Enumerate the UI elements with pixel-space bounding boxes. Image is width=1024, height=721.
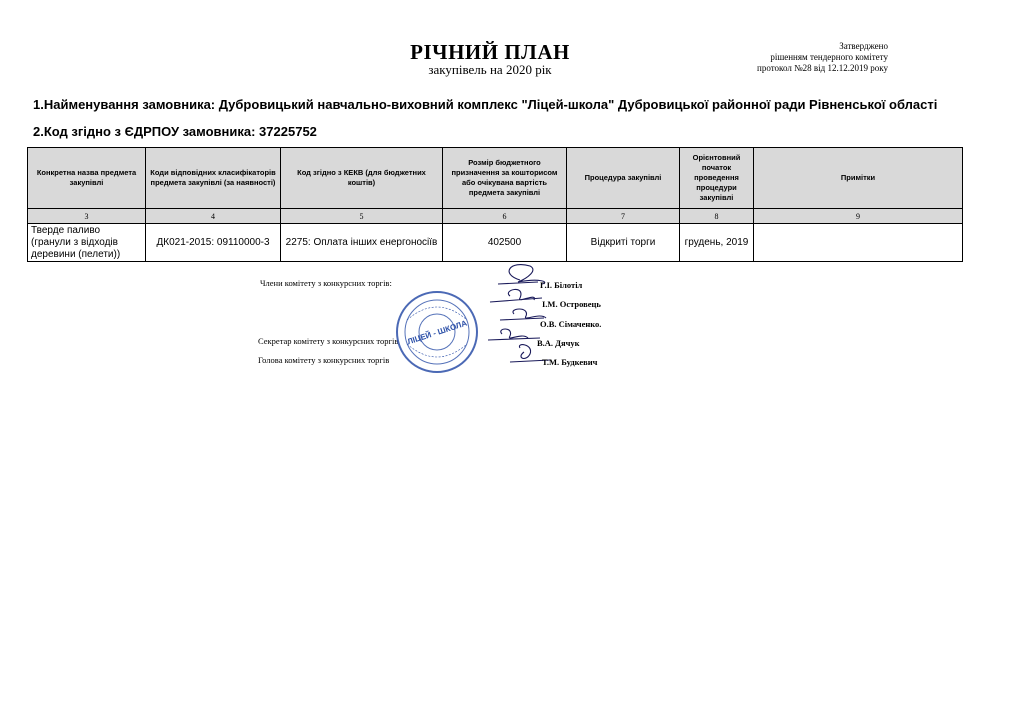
approval-block	[757, 41, 888, 74]
signatory-name: І.М. Островець	[542, 299, 601, 309]
column-number: 5	[281, 209, 443, 224]
approval-line: протокол №28 від 12.12.2019 року	[757, 63, 888, 73]
table-header-row	[28, 148, 963, 209]
table-cell: грудень, 2019	[680, 224, 754, 262]
column-number: 7	[567, 209, 680, 224]
head-label: Голова комітету з конкурсних торгів	[258, 355, 390, 365]
column-number-row	[28, 209, 963, 224]
secretary-label: Секретар комітету з конкурсних торгів	[258, 336, 399, 346]
approval-line: Затверджено	[839, 41, 888, 51]
signatory-name: Г.І. Білотіл	[540, 280, 583, 290]
column-header: Розмір бюджетного призначення за кошторисом або очікувана вартість предмета закупівлі	[443, 148, 567, 209]
column-header: Коди відповідних класифікаторів предмета закупівлі (за наявності)	[146, 148, 281, 209]
column-number: 3	[28, 209, 146, 224]
table-cell: 402500	[443, 224, 567, 262]
table-cell: ДК021-2015: 09110000-3	[146, 224, 281, 262]
table-cell	[754, 224, 963, 262]
column-header: Процедура закупівлі	[567, 148, 680, 209]
page-title: РІЧНИЙ ПЛАН	[410, 40, 570, 64]
column-header: Код згідно з КЕКВ (для бюджетних коштів)	[281, 148, 443, 209]
svg-text:ЛІЦЕЙ - ШКОЛА: ЛІЦЕЙ - ШКОЛА	[406, 318, 469, 347]
column-header: Примітки	[754, 148, 963, 209]
column-header: Орієнтовний початок проведення процедури закупівлі	[680, 148, 754, 209]
signatory-name: Т.М. Будкевич	[542, 357, 598, 367]
table-cell: 2275: Оплата інших енергоносіїв	[281, 224, 443, 262]
column-number: 4	[146, 209, 281, 224]
table-row	[28, 224, 963, 262]
column-number: 6	[443, 209, 567, 224]
signatory-name: В.А. Дячук	[537, 338, 580, 348]
column-number: 8	[680, 209, 754, 224]
page-subtitle: закупівель на 2020 рік	[428, 62, 552, 77]
signatory-name: О.В. Сімаченко.	[540, 319, 602, 329]
members-label: Члени комітету з конкурсних торгів:	[260, 278, 392, 288]
signature-block	[210, 268, 680, 384]
column-header: Конкретна назва предмета закупівлі	[28, 148, 146, 209]
table-cell: Тверде паливо (гранули з відходів деревини (пелети))	[28, 224, 146, 262]
column-number: 9	[754, 209, 963, 224]
customer-name-line: 1.Найменування замовника: Дубровицький навчально-виховний комплекс "Ліцей-школа" Дубровицької районної ради Рівненської області	[33, 97, 938, 112]
stamp-icon	[395, 290, 479, 374]
approval-line: рішенням тендерного комітету	[770, 52, 888, 62]
procurement-table	[27, 147, 963, 262]
edrpou-line: 2.Код згідно з ЄДРПОУ замовника: 37225752	[33, 124, 317, 139]
table-cell: Відкриті торги	[567, 224, 680, 262]
